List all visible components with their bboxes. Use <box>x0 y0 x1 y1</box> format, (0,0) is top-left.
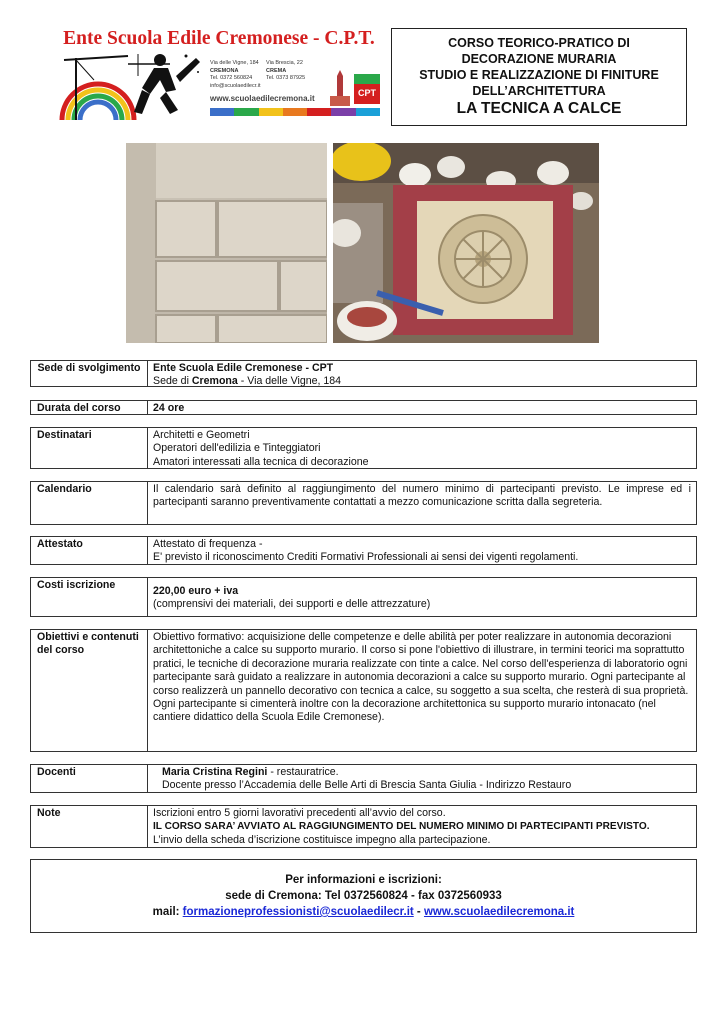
contact-heading: Per informazioni e iscrizioni: <box>285 874 442 886</box>
link-separator: - <box>413 906 424 918</box>
row-obiettivi <box>30 629 697 752</box>
course-title-box <box>391 28 687 126</box>
row-durata <box>30 400 697 415</box>
value-destinatari <box>148 428 696 470</box>
label-sede: Sede di svolgimento <box>31 361 148 386</box>
address-phone: Tel. 0372 560824 <box>210 75 253 81</box>
row-docenti <box>30 764 697 793</box>
note-line: IL CORSO SARA’ AVVIATO AL RAGGIUNGIMENTO DEL NUMERO MINIMO DI PARTECIPANTI PREVISTO. <box>153 821 650 833</box>
label-note: Note <box>31 806 148 847</box>
sede-name: Ente Scuola Edile Cremonese - CPT <box>153 362 334 374</box>
torrazzo-tower-icon <box>328 70 352 106</box>
crane-worker-logo-icon <box>58 50 208 120</box>
sede-street: - Via delle Vigne, 184 <box>237 375 342 388</box>
note-line: L’invio della scheda d’iscrizione costituisce impegno alla partecipazione. <box>153 833 491 846</box>
stripe <box>210 108 234 116</box>
value-calendario: Il calendario sarà definito al raggiungimento del numero minimo di partecipanti previsto. Le imprese ed i partecipanti saranno preventivamente contattati a mezzo comunicazione scritta dalla segreteria. <box>153 483 691 509</box>
stripe <box>234 108 258 116</box>
logo-website: www.scuolaedilecremona.it <box>210 94 315 103</box>
value-note <box>148 806 696 848</box>
label-calendario: Calendario <box>31 482 148 524</box>
address-email: info@scuolaedilecr.it <box>210 82 261 89</box>
sede-prefix: Sede di <box>153 375 192 388</box>
costi-price: 220,00 euro + iva <box>153 585 239 597</box>
note-line: Iscrizioni entro 5 giorni lavorativi precedenti all’avvio del corso. <box>153 807 446 819</box>
row-attestato <box>30 536 697 565</box>
contact-links <box>31 904 696 920</box>
address-phone: Tel. 0373 87925 <box>266 75 306 81</box>
label-attestato: Attestato <box>31 537 148 564</box>
docente-line <box>162 766 691 779</box>
course-title-line: DELL’ARCHITETTURA <box>472 84 606 98</box>
destinatari-item: Amatori interessati alla tecnica di decorazione <box>153 455 369 468</box>
row-note <box>30 805 697 848</box>
stripe <box>356 108 380 116</box>
stripe <box>331 108 355 116</box>
address-city: CREMA <box>266 67 287 74</box>
website-link[interactable]: www.scuolaedilecremona.it <box>423 906 575 918</box>
value-obiettivi: Obiettivo formativo: acquisizione delle competenze e delle abilità per poter realizzare in autonomia decorazioni architettoniche a calce su supporto murario. Il corso si pone l'obiettivo di illustrare, in termini teorici ma soprattutto pratici, le tecniche di decorazione muraria realizzate con tinte a calce. Nel corso dell'esperienza di laboratorio ogni partecipante sarà guidato a realizzare in autonomia decorazioni a calce su supporto murario. Ogni partecipante al corso realizzerà un pannello decorativo con tecnica a calce, su soggetto a sua scelta, che resterà di sua proprietà. Ogni partecipante si cimenterà inoltre con la decorazione architettonica su supporto murario intonacato (nel cantiere didattico della Scuola Edile Cremonese). <box>153 631 689 724</box>
cpt-badge-text: CPT <box>358 88 376 98</box>
attestato-line: E' previsto il riconoscimento Crediti Formativi Professionali ai sensi dei vigenti regolamenti. <box>153 551 579 564</box>
destinatari-item: Architetti e Geometri <box>153 429 250 441</box>
address-city: CREMONA <box>210 67 239 74</box>
value-durata: 24 ore <box>153 402 185 414</box>
course-subtitle: LA TECNICA A CALCE <box>456 100 622 117</box>
address-line: Via delle Vigne, 184 <box>210 60 259 66</box>
logo-color-stripes <box>210 108 380 116</box>
cpt-badge-icon <box>354 74 380 104</box>
row-destinatari <box>30 427 697 469</box>
sede-address <box>153 375 691 388</box>
label-costi: Costi iscrizione <box>31 578 148 616</box>
school-logo <box>58 28 380 120</box>
docente-name: Maria Cristina Regini <box>162 766 268 778</box>
course-title-line: STUDIO E REALIZZAZIONE DI FINITURE <box>419 68 659 82</box>
sede-city: Cremona <box>191 375 238 388</box>
docente-role: - restauratrice. <box>267 766 339 778</box>
course-title-line: DECORAZIONE MURARIA <box>461 52 617 66</box>
photo-decoration-panel <box>333 143 599 343</box>
row-calendario <box>30 481 697 525</box>
logo-title: Ente Scuola Edile Cremonese - C.P.T. <box>63 28 375 49</box>
stripe <box>259 108 283 116</box>
value-costi <box>148 578 696 613</box>
value-attestato <box>148 537 696 566</box>
mail-label: mail: <box>152 906 183 918</box>
attestato-line: Attestato di frequenza - <box>153 538 263 550</box>
destinatari-item: Operatori dell'edilizia e Tinteggiatori <box>153 442 321 455</box>
email-link[interactable]: formazioneprofessionisti@scuolaedilecr.it <box>182 906 414 918</box>
row-sede <box>30 360 697 387</box>
course-title-line: CORSO TEORICO-PRATICO DI <box>448 36 630 50</box>
label-destinatari: Destinatari <box>31 428 148 468</box>
contact-phone: sede di Cremona: Tel 0372560824 - fax 0372560933 <box>225 890 502 902</box>
docente-line: Docente presso l’Accademia delle Belle Arti di Brescia Santa Giulia - Indirizzo Restauro <box>162 779 572 792</box>
address-line: Via Brescia, 22 <box>266 60 303 66</box>
stripe <box>307 108 331 116</box>
row-costi <box>30 577 697 617</box>
value-sede <box>148 361 696 390</box>
label-obiettivi: Obiettivi e contenuti del corso <box>31 630 148 751</box>
stripe <box>283 108 307 116</box>
label-docenti: Docenti <box>31 765 148 792</box>
contact-box <box>30 859 697 933</box>
photo-stone-wall <box>126 143 327 343</box>
label-durata: Durata del corso <box>31 401 148 414</box>
value-docenti <box>148 765 696 794</box>
costi-note: (comprensivi dei materiali, dei supporti e delle attrezzature) <box>153 598 431 611</box>
